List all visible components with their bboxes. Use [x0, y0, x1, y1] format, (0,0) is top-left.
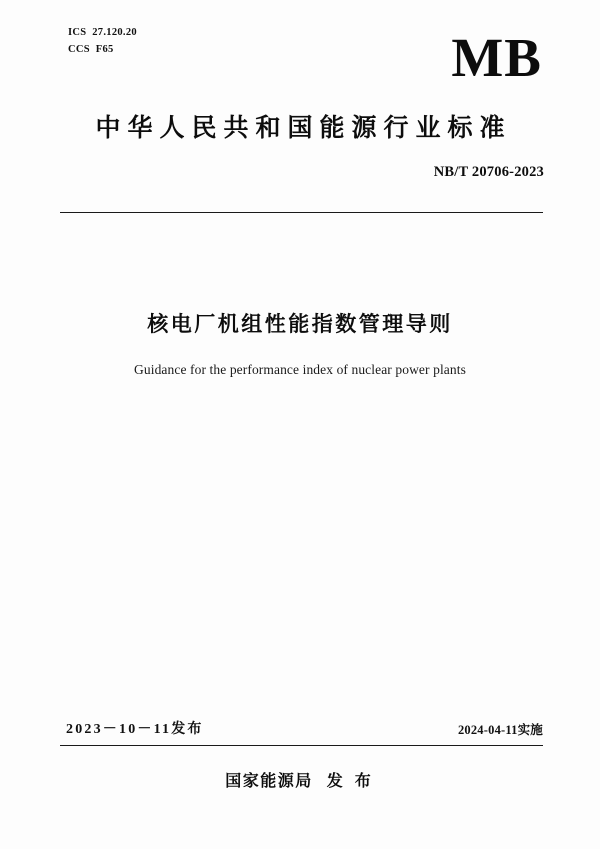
classification-codes — [68, 24, 137, 58]
mb-logo: MB — [451, 27, 542, 88]
publisher-verb: 发 布 — [326, 773, 375, 790]
header-divider — [60, 212, 543, 213]
footer-divider — [60, 745, 543, 746]
standard-number: NB/T 20706-2023 — [433, 164, 544, 180]
publisher-name: 国家能源局 — [225, 773, 313, 790]
implementation-date: 2024-04-11实施 — [457, 723, 543, 737]
ics-code: ICS 27.120.20 — [68, 27, 137, 38]
footer-dates — [60, 718, 543, 740]
document-title-english: Guidance for the performance index of nuclear power plants — [134, 362, 466, 377]
issue-date: 2023－10－11发布 — [66, 722, 204, 737]
standard-series-title: 中华人民共和国能源行业标准 — [95, 115, 512, 142]
publisher-line — [0, 768, 600, 791]
ccs-code: CCS F65 — [68, 44, 114, 55]
document-title-chinese: 核电厂机组性能指数管理导则 — [147, 312, 453, 336]
